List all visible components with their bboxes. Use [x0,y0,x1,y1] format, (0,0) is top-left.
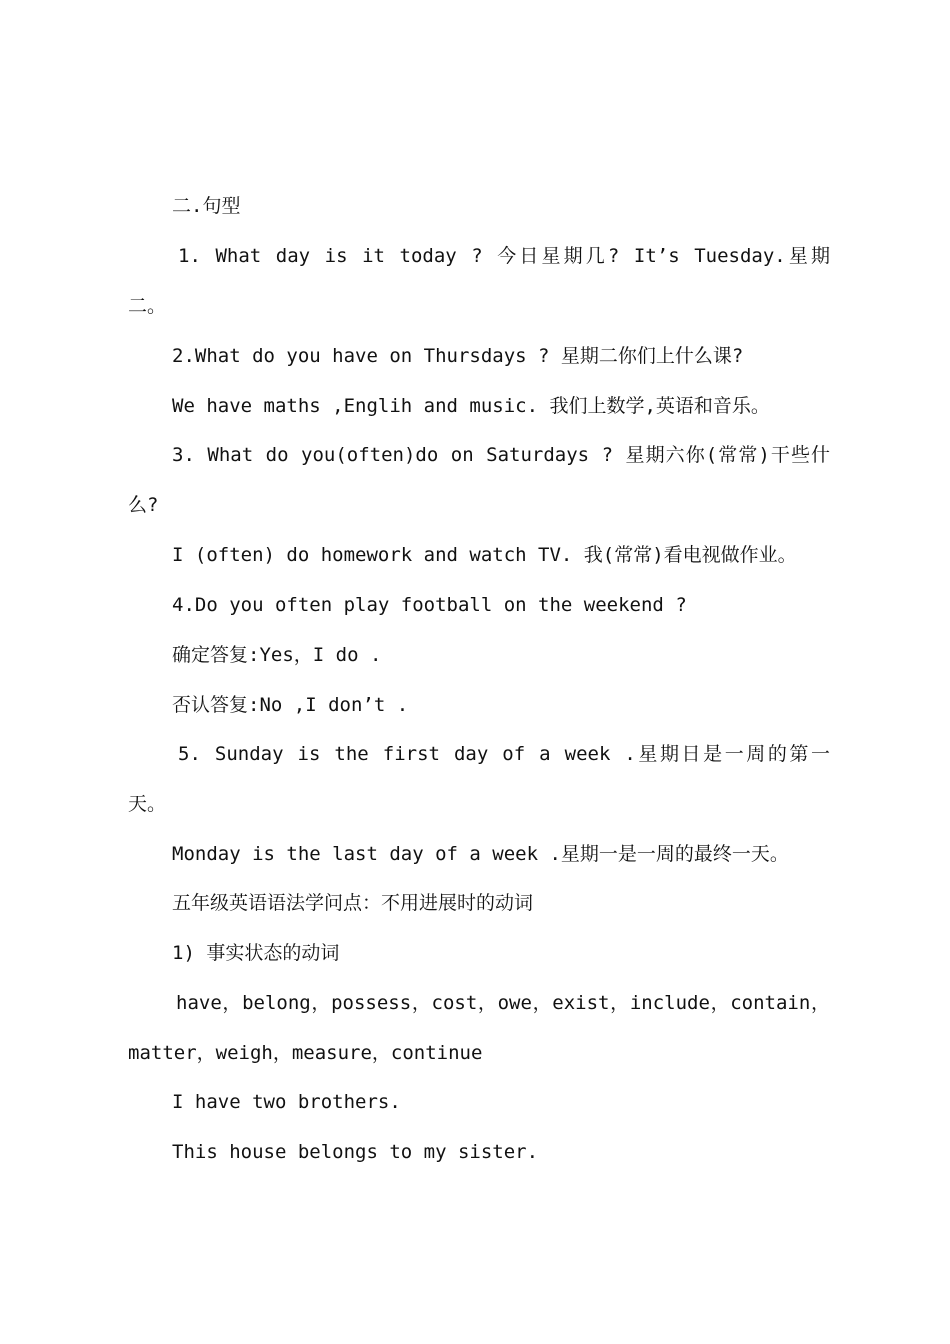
verb-list-cont: matter，weigh，measure，continue [128,1042,483,1064]
grammar-item-1: 1) 事实状态的动词 [172,942,340,964]
positive-answer: 确定答复:Yes，I do . [172,644,382,666]
section-heading: 二.句型 [172,195,241,217]
sentence-4: 4.Do you often play football on the weekend ? [172,594,687,616]
example-2: This house belongs to my sister. [172,1141,539,1163]
sentence-2-answer: We have maths ,Englih and music. 我们上数学,英语和音乐。 [172,395,770,417]
example-1: I have two brothers. [172,1091,401,1113]
negative-answer: 否认答复:No ,I don’t . [172,694,409,716]
sentence-3-cont: 么? [128,494,159,516]
grammar-heading: 五年级英语语法学问点：不用进展时的动词 [172,892,534,914]
sentence-2: 2.What do you have on Thursdays ? 星期二你们上什么课? [172,345,744,367]
sentence-5-cont: 天。 [128,793,167,815]
sentence-1: 1. What day is it today ? 今日星期几? It’s Tuesday.星期 [178,245,830,267]
sentence-3-answer: I (often) do homework and watch TV. 我(常常)看电视做作业。 [172,544,797,566]
sentence-5: 5. Sunday is the first day of a week .星期日是一周的第一 [178,743,830,765]
sentence-5-second: Monday is the last day of a week .星期一是一周的最终一天。 [172,843,789,865]
verb-list: have，belong，possess，cost，owe，exist，include，contain， [176,992,830,1014]
sentence-1-cont: 二。 [128,295,167,317]
sentence-3: 3. What do you(often)do on Saturdays ? 星期六你(常常)干些什 [172,444,830,466]
